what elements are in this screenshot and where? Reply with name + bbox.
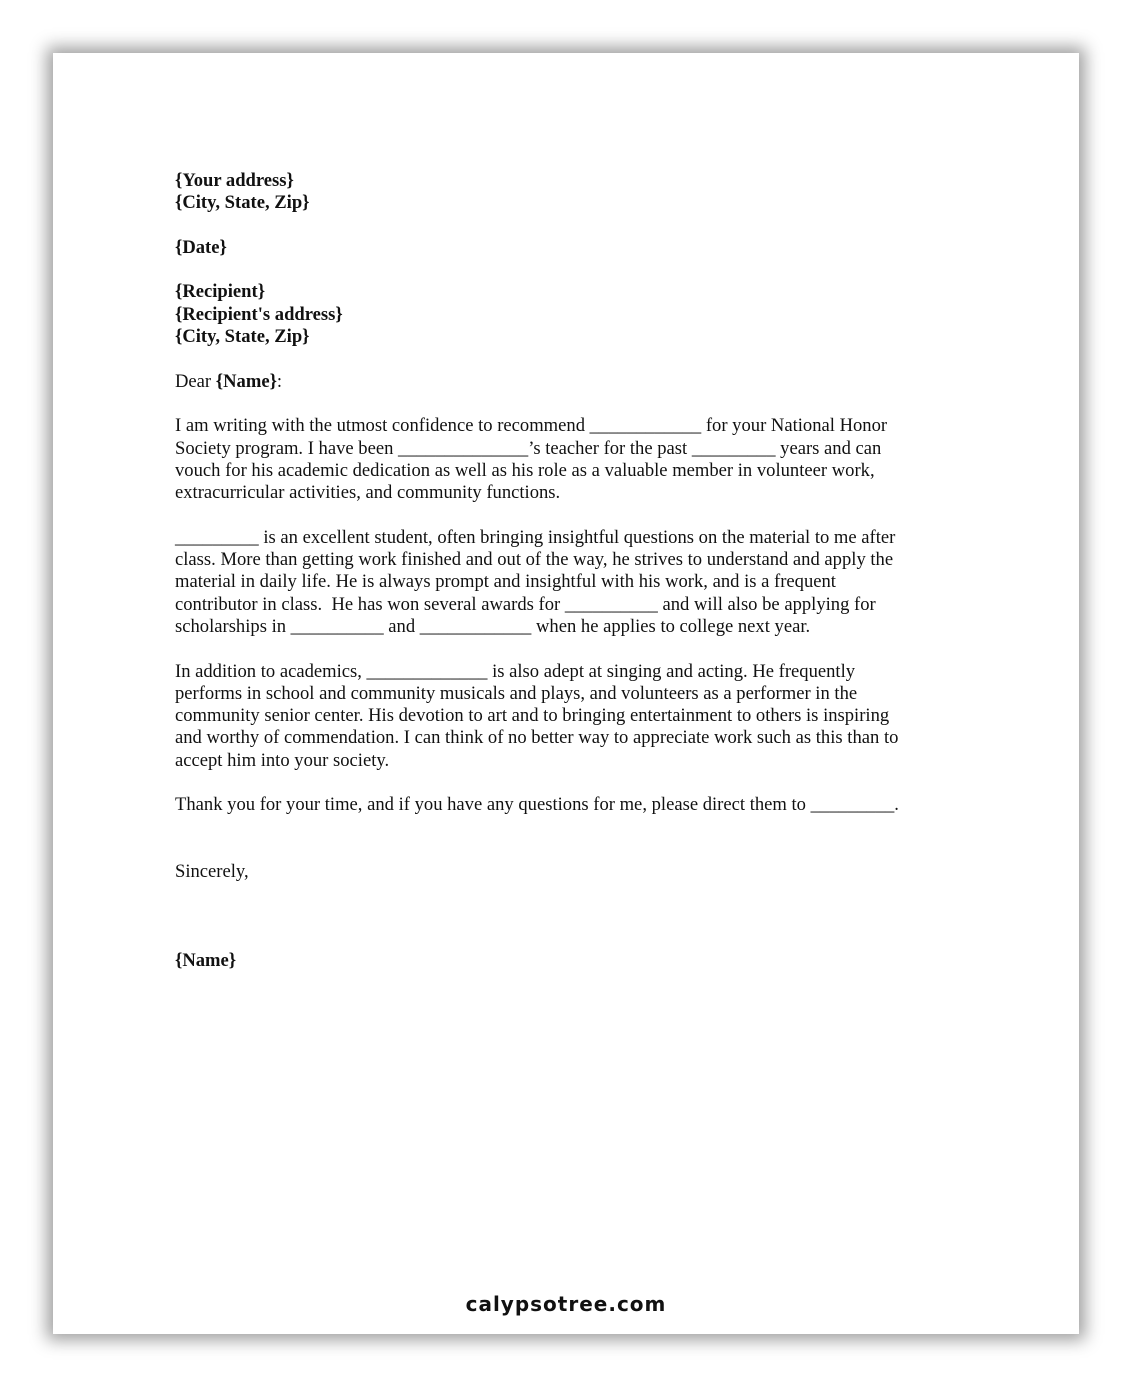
paragraph-3 — [175, 661, 975, 772]
recipient-name: {Recipient} — [175, 281, 266, 303]
paragraph-line: extracurricular activities, and community functions. — [175, 482, 561, 504]
salutation-prefix: Dear — [175, 370, 216, 392]
letter-body — [175, 170, 975, 973]
paragraph-line: I am writing with the utmost confidence to recommend ____________ for your National Honor — [175, 415, 888, 437]
recipient-address: {Recipient's address} — [175, 303, 343, 325]
paragraph-line: Society program. I have been ______________’s teacher for the past _________ years and can — [175, 437, 882, 459]
paragraph-line: vouch for his academic dedication as well as his role as a valuable member in volunteer work, — [175, 459, 875, 481]
paragraph-4: Thank you for your time, and if you have any questions for me, please direct them to _________. — [175, 794, 899, 816]
paragraph-line: scholarships in __________ and ____________ when he applies to college next year. — [175, 615, 811, 637]
document-page — [53, 53, 1079, 1334]
sender-address: {Your address} — [175, 170, 294, 191]
closing: Sincerely, — [175, 861, 249, 883]
paragraph-line: In addition to academics, _____________ is also adept at singing and acting. He frequently — [175, 660, 856, 682]
recipient-city-state-zip: {City, State, Zip} — [175, 326, 310, 348]
site-watermark: calypsotree.com — [465, 1292, 667, 1316]
paragraph-line: material in daily life. He is always prompt and insightful with his work, and is a frequent — [175, 571, 836, 593]
salutation-suffix: : — [276, 370, 283, 392]
sender-city-state-zip: {City, State, Zip} — [175, 192, 310, 214]
paragraph-line: _________ is an excellent student, often bringing insightful questions on the material to me after — [175, 526, 896, 548]
salutation — [175, 371, 975, 393]
paragraph-line: performs in school and community musicals and plays, and volunteers as a performer in the — [175, 682, 858, 704]
salutation-name: {Name} — [215, 370, 277, 392]
paragraph-2 — [175, 527, 975, 638]
paragraph-line: accept him into your society. — [175, 749, 390, 771]
paragraph-line: and worthy of commendation. I can think of no better way to appreciate work such as this than to — [175, 727, 899, 749]
paragraph-1 — [175, 415, 975, 504]
signature-name: {Name} — [175, 950, 237, 972]
paragraph-line: community senior center. His devotion to art and to bringing entertainment to others is inspiring — [175, 705, 890, 727]
paragraph-line: class. More than getting work finished and out of the way, he strives to understand and apply the — [175, 549, 894, 571]
paragraph-line: contributor in class. He has won several awards for __________ and will also be applying for — [175, 593, 876, 615]
letter-date: {Date} — [175, 236, 227, 258]
